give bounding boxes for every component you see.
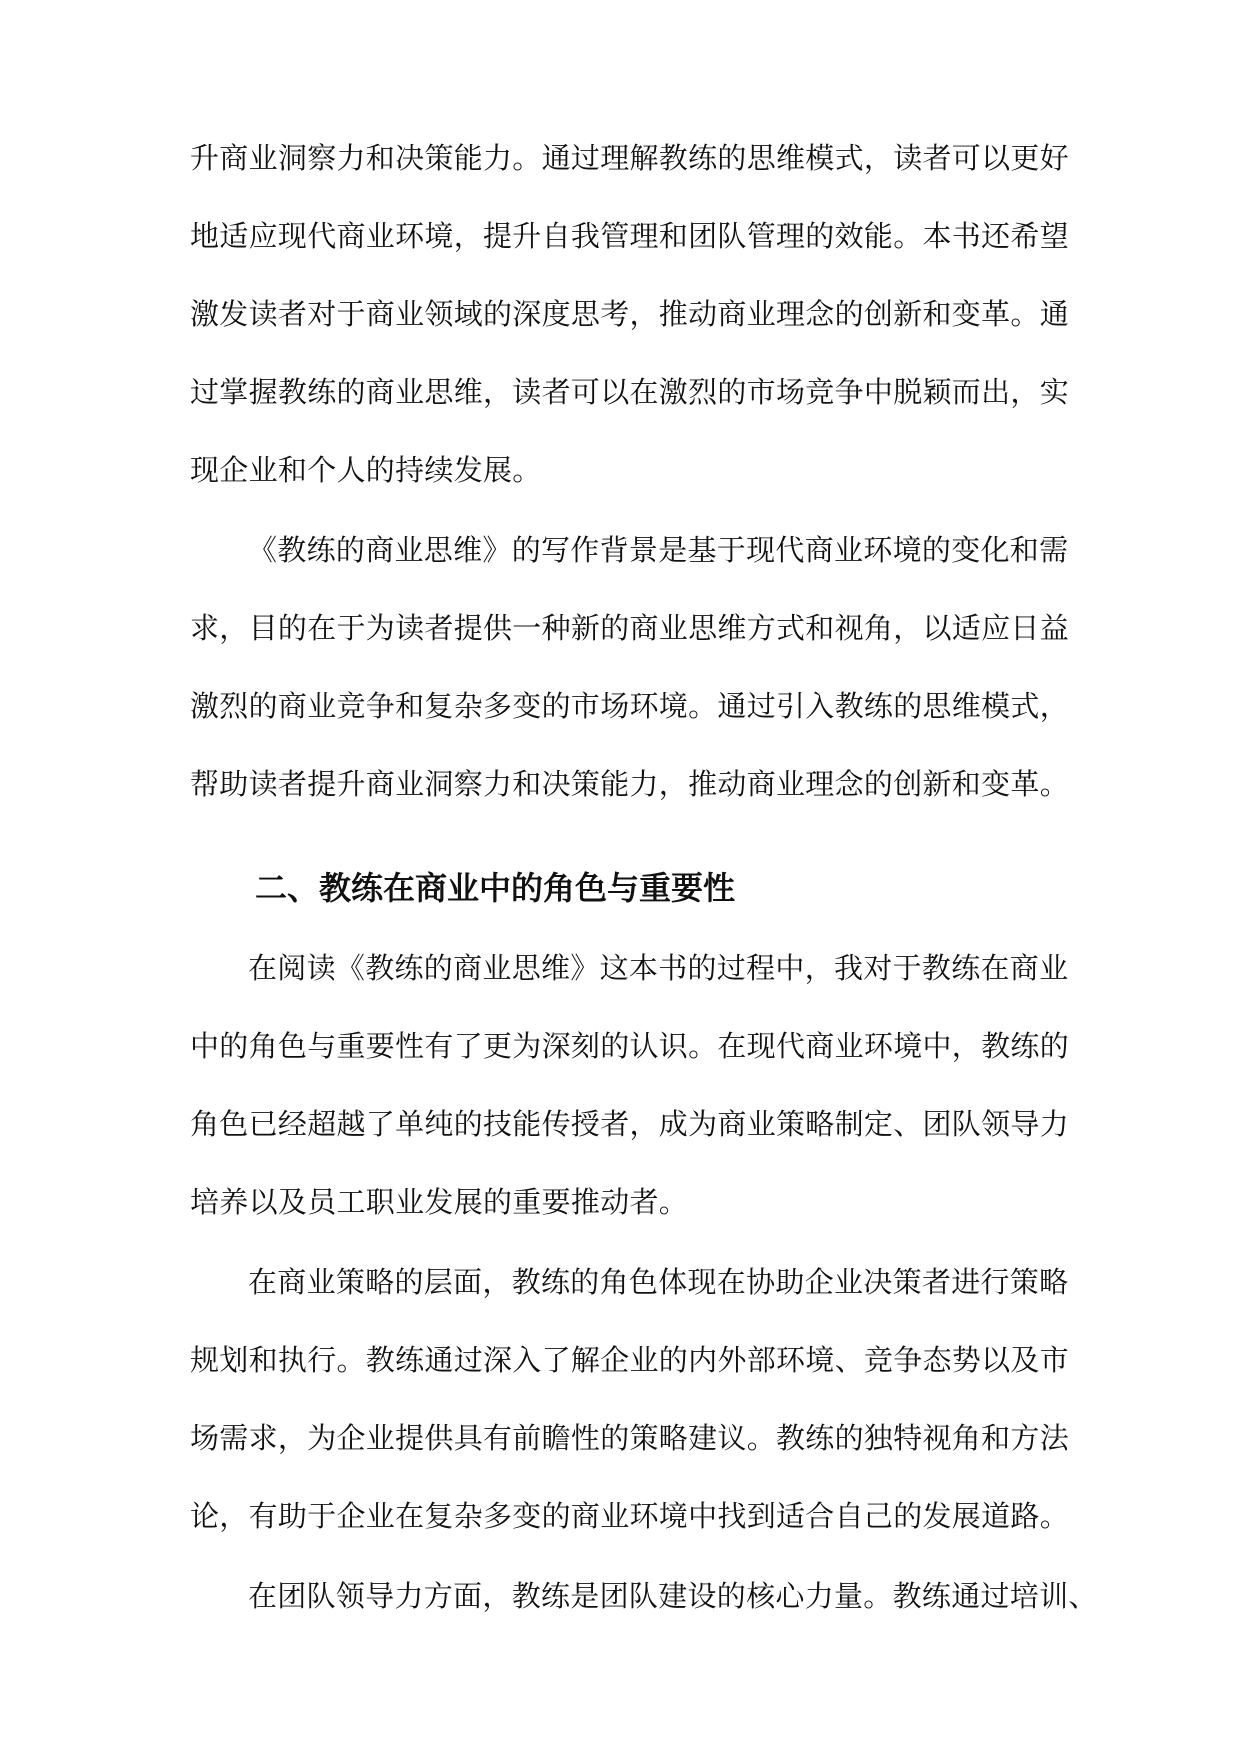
paragraph-line: 激发读者对于商业领域的深度思考，推动商业理念的创新和变革。通 — [190, 297, 1070, 331]
section-heading: 二、教练在商业中的角色与重要性 — [255, 869, 736, 907]
paragraph-line: 在团队领导力方面，教练是团队建设的核心力量。教练通过培训、 — [248, 1579, 1098, 1613]
paragraph-line: 培养以及员工职业发展的重要推动者。 — [190, 1185, 689, 1219]
paragraph-line: 规划和执行。教练通过深入了解企业的内外部环境、竞争态势以及市 — [190, 1343, 1070, 1377]
paragraph-line: 《教练的商业思维》的写作背景是基于现代商业环境的变化和需 — [248, 533, 1069, 567]
paragraph-line: 现企业和个人的持续发展。 — [190, 453, 542, 487]
paragraph-line: 升商业洞察力和决策能力。通过理解教练的思维模式，读者可以更好 — [190, 141, 1070, 175]
paragraph-line: 中的角色与重要性有了更为深刻的认识。在现代商业环境中，教练的 — [190, 1029, 1070, 1063]
paragraph-line: 过掌握教练的商业思维，读者可以在激烈的市场竞争中脱颖而出，实 — [190, 375, 1070, 409]
paragraph-line: 角色已经超越了单纯的技能传授者，成为商业策略制定、团队领导力 — [190, 1107, 1070, 1141]
paragraph-line: 求，目的在于为读者提供一种新的商业思维方式和视角，以适应日益 — [190, 611, 1070, 645]
paragraph-line: 激烈的商业竞争和复杂多变的市场环境。通过引入教练的思维模式， — [190, 689, 1070, 723]
paragraph-line: 在商业策略的层面，教练的角色体现在协助企业决策者进行策略 — [248, 1265, 1069, 1299]
paragraph-line: 场需求，为企业提供具有前瞻性的策略建议。教练的独特视角和方法 — [190, 1421, 1070, 1455]
paragraph-line: 在阅读《教练的商业思维》这本书的过程中，我对于教练在商业 — [248, 951, 1069, 985]
paragraph-line: 论，有助于企业在复杂多变的商业环境中找到适合自己的发展道路。 — [190, 1499, 1070, 1533]
paragraph-line: 帮助读者提升商业洞察力和决策能力，推动商业理念的创新和变革。 — [190, 767, 1070, 801]
paragraph-line: 地适应现代商业环境，提升自我管理和团队管理的效能。本书还希望 — [190, 219, 1070, 253]
